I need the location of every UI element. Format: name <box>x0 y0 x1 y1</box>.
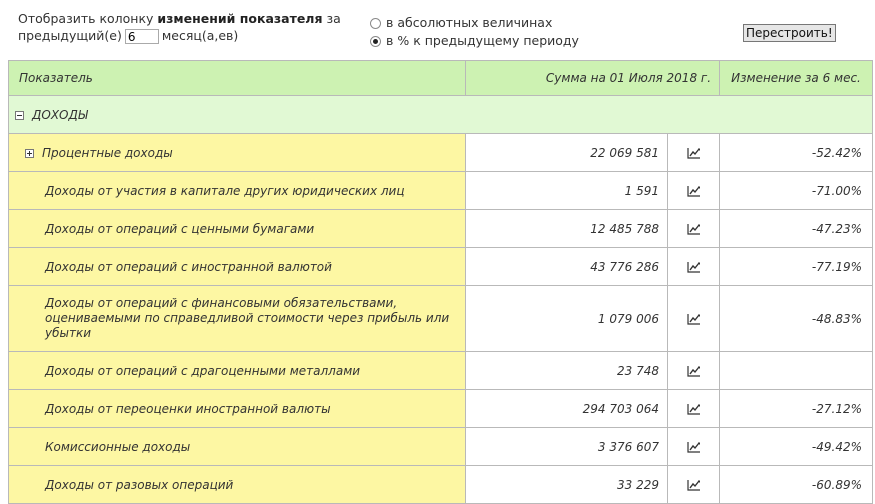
row-value: 33 229 <box>466 466 668 504</box>
row-value: 43 776 286 <box>466 248 668 286</box>
row-change <box>720 352 873 390</box>
row-value: 294 703 064 <box>466 390 668 428</box>
row-name: Доходы от операций с иностранной валютой <box>45 259 332 274</box>
table-row <box>9 210 873 248</box>
line-chart-icon[interactable] <box>669 261 718 273</box>
row-chart-cell <box>668 134 720 172</box>
row-chart-cell <box>668 248 720 286</box>
row-name-cell <box>9 134 466 172</box>
radio-absolute-option[interactable] <box>370 14 579 32</box>
table-row <box>9 466 873 504</box>
line-chart-icon[interactable] <box>669 479 718 491</box>
row-name-cell <box>9 390 466 428</box>
section-row-income <box>9 96 873 134</box>
table-header-row <box>9 61 873 96</box>
row-name: Доходы от операций с финансовыми обязательствами, оцениваемыми по справедливой стоимости через прибыль или убытки <box>45 296 450 340</box>
radio-percent[interactable] <box>370 36 381 47</box>
row-change: -27.12% <box>720 390 873 428</box>
col-header-indicator: Показатель <box>9 61 466 96</box>
row-change: -49.42% <box>720 428 873 466</box>
options-suffix: за <box>322 11 341 26</box>
radio-percent-label: в % к предыдущему периоду <box>386 33 579 48</box>
row-name-cell <box>9 428 466 466</box>
row-chart-cell <box>668 428 720 466</box>
row-change: -60.89% <box>720 466 873 504</box>
row-name-cell <box>9 352 466 390</box>
row-name-cell <box>9 172 466 210</box>
row-value: 3 376 607 <box>466 428 668 466</box>
months-unit-label: месяц(а,ев) <box>161 28 239 43</box>
row-name-cell <box>9 466 466 504</box>
line-chart-icon[interactable] <box>669 403 718 415</box>
table-row <box>9 428 873 466</box>
radio-absolute[interactable] <box>370 18 381 29</box>
line-chart-icon[interactable] <box>669 313 718 325</box>
row-chart-cell <box>668 466 720 504</box>
line-chart-icon[interactable] <box>669 441 718 453</box>
row-chart-cell <box>668 210 720 248</box>
row-name: Комиссионные доходы <box>45 439 191 454</box>
months-input[interactable] <box>125 29 159 44</box>
rebuild-button[interactable]: Перестроить! <box>743 24 836 42</box>
row-name: Доходы от разовых операций <box>45 477 234 492</box>
row-name-cell <box>9 286 466 352</box>
row-value: 1 079 006 <box>466 286 668 352</box>
options-line2-prefix: предыдущий(е) <box>18 28 122 43</box>
row-name: Доходы от переоценки иностранной валюты <box>45 401 331 416</box>
row-value: 1 591 <box>466 172 668 210</box>
line-chart-icon[interactable] <box>669 223 718 235</box>
col-header-change: Изменение за 6 мес. <box>720 61 873 96</box>
row-value: 23 748 <box>466 352 668 390</box>
report-table <box>8 60 873 504</box>
row-name: Доходы от операций с ценными бумагами <box>45 221 315 236</box>
radio-absolute-label: в абсолютных величинах <box>386 15 553 30</box>
row-name: Процентные доходы <box>42 145 173 160</box>
table-row <box>9 390 873 428</box>
section-title: ДОХОДЫ <box>32 107 88 122</box>
options-bold: изменений показателя <box>157 11 323 26</box>
line-chart-icon[interactable] <box>669 185 718 197</box>
collapse-icon[interactable] <box>15 111 24 120</box>
row-change: -52.42% <box>720 134 873 172</box>
table-row <box>9 248 873 286</box>
table-row <box>9 286 873 352</box>
table-body <box>9 134 873 504</box>
row-chart-cell <box>668 390 720 428</box>
line-chart-icon[interactable] <box>669 365 718 377</box>
row-change: -48.83% <box>720 286 873 352</box>
radio-percent-option[interactable] <box>370 32 579 50</box>
row-chart-cell <box>668 172 720 210</box>
section-cell <box>9 96 873 134</box>
controls-panel <box>0 0 875 60</box>
options-prefix: Отобразить колонку <box>18 11 158 26</box>
row-value: 12 485 788 <box>466 210 668 248</box>
row-change: -71.00% <box>720 172 873 210</box>
table-row <box>9 352 873 390</box>
row-name-cell <box>9 210 466 248</box>
row-chart-cell <box>668 352 720 390</box>
col-header-sum: Сумма на 01 Июля 2018 г. <box>466 61 720 96</box>
row-name-cell <box>9 248 466 286</box>
row-name: Доходы от участия в капитале других юридических лиц <box>45 183 405 198</box>
line-chart-icon[interactable] <box>669 147 718 159</box>
row-name: Доходы от операций с драгоценными металлами <box>45 363 361 378</box>
column-options-text <box>18 10 341 44</box>
row-change: -77.19% <box>720 248 873 286</box>
row-change: -47.23% <box>720 210 873 248</box>
row-chart-cell <box>668 286 720 352</box>
expand-icon[interactable] <box>25 149 34 158</box>
table-row <box>9 172 873 210</box>
mode-radio-group <box>370 14 579 50</box>
row-value: 22 069 581 <box>466 134 668 172</box>
table-row <box>9 134 873 172</box>
